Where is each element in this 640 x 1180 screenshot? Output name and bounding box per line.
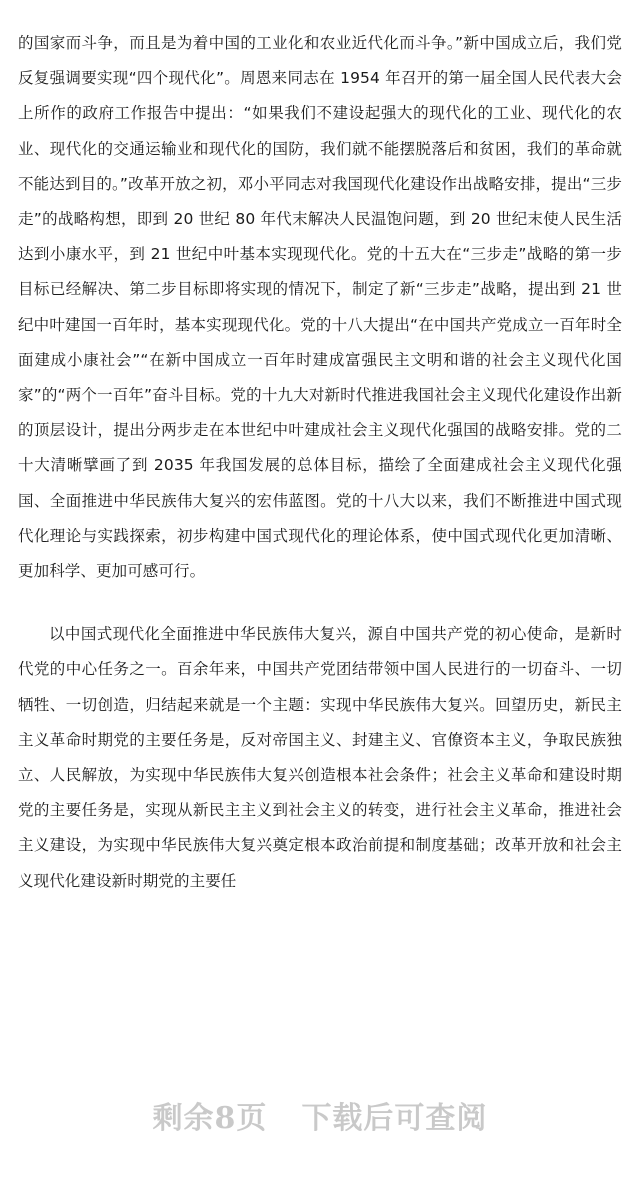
download-prompt-banner[interactable] — [0, 1093, 640, 1137]
paragraph-1: 的国家而斗争，而且是为着中国的工业化和农业近代化而斗争。”新中国成立后，我们党反复强调要实现“四个现代化”。周恩来同志在 1954 年召开的第一届全国人民代表大会上所作的政府工作报告中提出：“如果我们不建设起强大的现代化的工业、现代化的农业、现代化的交通运输业和现代化的国防，我们就不能摆脱落后和贫困，我们的革命就不能达到目的。”改革开放之初，邓小平同志对我国现代化建设作出战略安排，提出“三步走”的战略构想，即到 20 世纪 80 年代末解决人民温饱问题，到 20 世纪末使人民生活达到小康水平，到 21 世纪中叶基本实现现代化。党的十五大在“三步走”战略的第一步目标已经解决、第二步目标即将实现的情况下，制定了新“三步走”战略，提出到 21 世纪中叶建国一百年时，基本实现现代化。党的十八大提出“在中国共产党成立一百年时全面建成小康社会”“在新中国成立一百年时建成富强民主文明和谐的社会主义现代化国家”的“两个一百年”奋斗目标。党的十九大对新时代推进我国社会主义现代化建设作出新的顶层设计，提出分两步走在本世纪中叶建成社会主义现代化强国的战略安排。党的二十大清晰擘画了到 2035 年我国发展的总体目标，描绘了全面建成社会主义现代化强国、全面推进中华民族伟大复兴的宏伟蓝图。党的十八大以来，我们不断推进中国式现代化理论与实践探索，初步构建中国式现代化的理论体系，使中国式现代化更加清晰、更加科学、更加可感可行。 — [18, 34, 622, 581]
remaining-pages-label: 剩余8页 — [152, 1101, 268, 1136]
document-body — [18, 26, 622, 899]
download-prompt-label: 下载后可查阅 — [301, 1101, 488, 1136]
paragraph-2: 以中国式现代化全面推进中华民族伟大复兴，源自中国共产党的初心使命，是新时代党的中心任务之一。百余年来，中国共产党团结带领中国人民进行的一切奋斗、一切牺牲、一切创造，归结起来就是一个主题：实现中华民族伟大复兴。回望历史，新民主主义革命时期党的主要任务是，反对帝国主义、封建主义、官僚资本主义，争取民族独立、人民解放，为实现中华民族伟大复兴创造根本社会条件；社会主义革命和建设时期党的主要任务是，实现从新民主主义到社会主义的转变，进行社会主义革命，推进社会主义建设，为实现中华民族伟大复兴奠定根本政治前提和制度基础；改革开放和社会主义现代化建设新时期党的主要任 — [18, 625, 622, 890]
